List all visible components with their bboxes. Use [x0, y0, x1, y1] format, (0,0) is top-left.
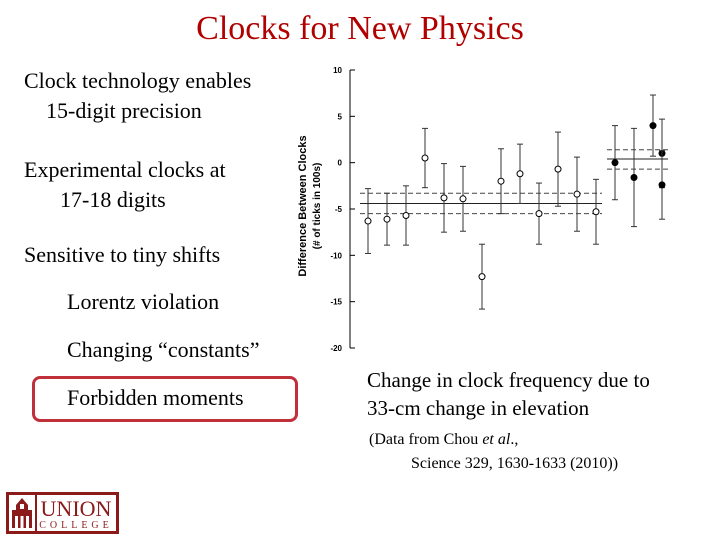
logo-subname: COLLEGE [39, 520, 113, 531]
credit-prefix: (Data from Chou [369, 431, 483, 448]
data-point [460, 196, 466, 202]
credit-citation: Science 329, 1630-1633 (2010)) [411, 455, 619, 472]
bullet-clock-technology [24, 66, 251, 126]
data-point [422, 155, 428, 161]
data-point [650, 123, 656, 129]
data-point [555, 166, 561, 172]
data-point [612, 160, 618, 166]
data-point [517, 171, 523, 177]
bullet-line: Clock technology enables [24, 68, 252, 93]
logo-name: UNION [40, 496, 112, 521]
caption-line: Change in clock frequency due to [367, 368, 650, 392]
data-point [441, 195, 447, 201]
data-point [365, 218, 371, 224]
bullet-line: Sensitive to tiny shifts [24, 242, 221, 267]
subbullet-constants: Changing “constants” [67, 337, 260, 362]
data-point [574, 191, 580, 197]
bullet-experimental-clocks [24, 155, 226, 215]
y-tick-label: 5 [337, 112, 342, 122]
clock-difference-chart [290, 60, 670, 355]
y-axis-sublabel: (# of ticks in 100s) [312, 162, 323, 250]
data-point [631, 174, 637, 180]
data-credit [369, 428, 618, 476]
y-tick-label: -20 [330, 344, 342, 353]
data-point [659, 182, 665, 188]
bullet-line: Experimental clocks at [24, 157, 226, 182]
y-axis-label: Difference Between Clocks [297, 135, 309, 277]
y-tick-label: 10 [333, 66, 342, 75]
data-point [384, 216, 390, 222]
credit-etal: et al [482, 431, 511, 448]
bullet-line: 15-digit precision [46, 98, 202, 123]
y-tick-label: -5 [334, 205, 342, 214]
data-point [593, 209, 599, 215]
slide-title: Clocks for New Physics [196, 10, 524, 47]
y-tick-label: -15 [330, 297, 342, 307]
data-point [498, 178, 504, 184]
data-point [536, 211, 542, 217]
subbullet-forbidden-moments: Forbidden moments [67, 385, 244, 410]
y-tick-label: -10 [330, 251, 342, 261]
chart-caption [367, 366, 650, 422]
subbullet-lorentz: Lorentz violation [67, 289, 220, 314]
caption-line: 33-cm change in elevation [367, 396, 590, 420]
data-point [403, 212, 409, 218]
bullet-sensitive [24, 240, 220, 270]
credit-line [369, 428, 618, 452]
y-tick-label: 0 [337, 158, 342, 168]
union-college-logo [6, 492, 119, 534]
credit-suffix: ., [510, 431, 519, 448]
bullet-line: 17-18 digits [60, 187, 166, 212]
data-point [479, 274, 485, 280]
